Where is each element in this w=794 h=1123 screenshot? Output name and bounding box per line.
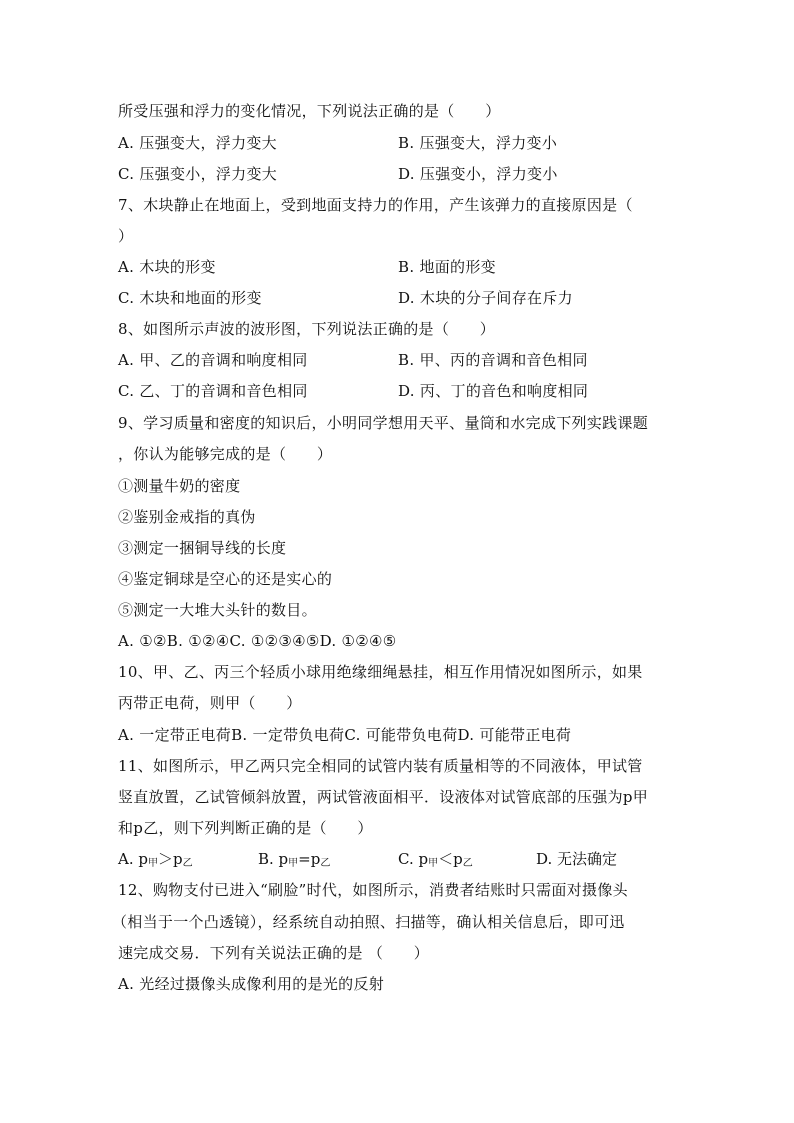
question-11-stem-cont: 竖直放置，乙试管倾斜放置，两试管液面相平．设液体对试管底部的压强为p甲: [118, 788, 649, 806]
question-12-stem-cont: （相当于一个凸透镜），经系统自动拍照、扫描等，确认相关信息后，即可迅: [112, 913, 625, 931]
question-7-stem: 7、木块静止在地面上，受到地面支持力的作用，产生该弹力的直接原因是（: [118, 196, 633, 214]
question-6-stem-end: 所受压强和浮力的变化情况，下列说法正确的是（ ）: [118, 102, 501, 120]
q7-option-d: D. 木块的分子间存在斥力: [398, 289, 573, 307]
q12-option-a: A. 光经过摄像头成像利用的是光的反射: [118, 975, 385, 993]
question-8-stem: 8、如图所示声波的波形图，下列说法正确的是（ ）: [118, 320, 496, 338]
q6-option-b: B. 压强变大，浮力变小: [398, 134, 558, 152]
q6-option-d: D. 压强变小，浮力变小: [398, 165, 558, 183]
question-7-stem-cont: ）: [118, 227, 134, 245]
q9-options: A. ①②B. ①②④C. ①②③④⑤D. ①②④⑤: [118, 632, 397, 650]
q11-option-b: B. $p_甲=p_乙$: [258, 850, 331, 869]
question-9-stem: 9、学习质量和密度的知识后，小明同学想用天平、量筒和水完成下列实践课题: [118, 414, 649, 432]
q9-item-5: ⑤测定一大堆大头针的数目。: [118, 601, 317, 619]
question-11-stem-end: 和p乙，则下列判断正确的是（ ）: [118, 819, 373, 837]
q8-option-d: D. 丙、丁的音色和响度相同: [398, 382, 589, 400]
question-9-stem-cont: ，你认为能够完成的是（ ）: [118, 445, 333, 463]
q9-item-4: ④鉴定铜球是空心的还是实心的: [118, 570, 333, 588]
q9-item-2: ②鉴别金戒指的真伪: [118, 508, 256, 526]
q8-option-c: C. 乙、丁的音调和音色相同: [118, 382, 308, 400]
q11-option-c: C. $p_甲<p_乙$: [398, 850, 473, 869]
q11-option-a: A. $p_甲>p_乙$: [118, 850, 193, 869]
q10-options: A. 一定带正电荷B. 一定带负电荷C. 可能带负电荷D. 可能带正电荷: [118, 726, 572, 744]
q9-item-3: ③测定一捆铜导线的长度: [118, 539, 287, 557]
q7-option-c: C. 木块和地面的形变: [118, 289, 262, 307]
question-12-stem: 12、购物支付已进入“刷脸”时代，如图所示，消费者结账时只需面对摄像头: [118, 881, 628, 899]
q7-option-b: B. 地面的形变: [398, 258, 496, 276]
q6-option-c: C. 压强变小，浮力变大: [118, 165, 278, 183]
question-11-stem: 11、如图所示，甲乙两只完全相同的试管内装有质量相等的不同液体，甲试管: [118, 757, 643, 775]
question-12-stem-end: 速完成交易．下列有关说法正确的是 （ ）: [118, 944, 430, 962]
q6-option-a: A. 压强变大，浮力变大: [118, 134, 277, 152]
q7-option-a: A. 木块的形变: [118, 258, 216, 276]
q8-option-a: A. 甲、乙的音调和响度相同: [118, 351, 308, 369]
q8-option-b: B. 甲、丙的音调和音色相同: [398, 351, 588, 369]
question-10-stem: 10、甲、乙、丙三个轻质小球用绝缘细绳悬挂，相互作用情况如图所示，如果: [118, 663, 643, 681]
q9-item-1: ①测量牛奶的密度: [118, 477, 241, 495]
q11-option-d: D. 无法确定: [536, 850, 618, 868]
question-10-stem-cont: 丙带正电荷，则甲（ ）: [118, 694, 302, 712]
